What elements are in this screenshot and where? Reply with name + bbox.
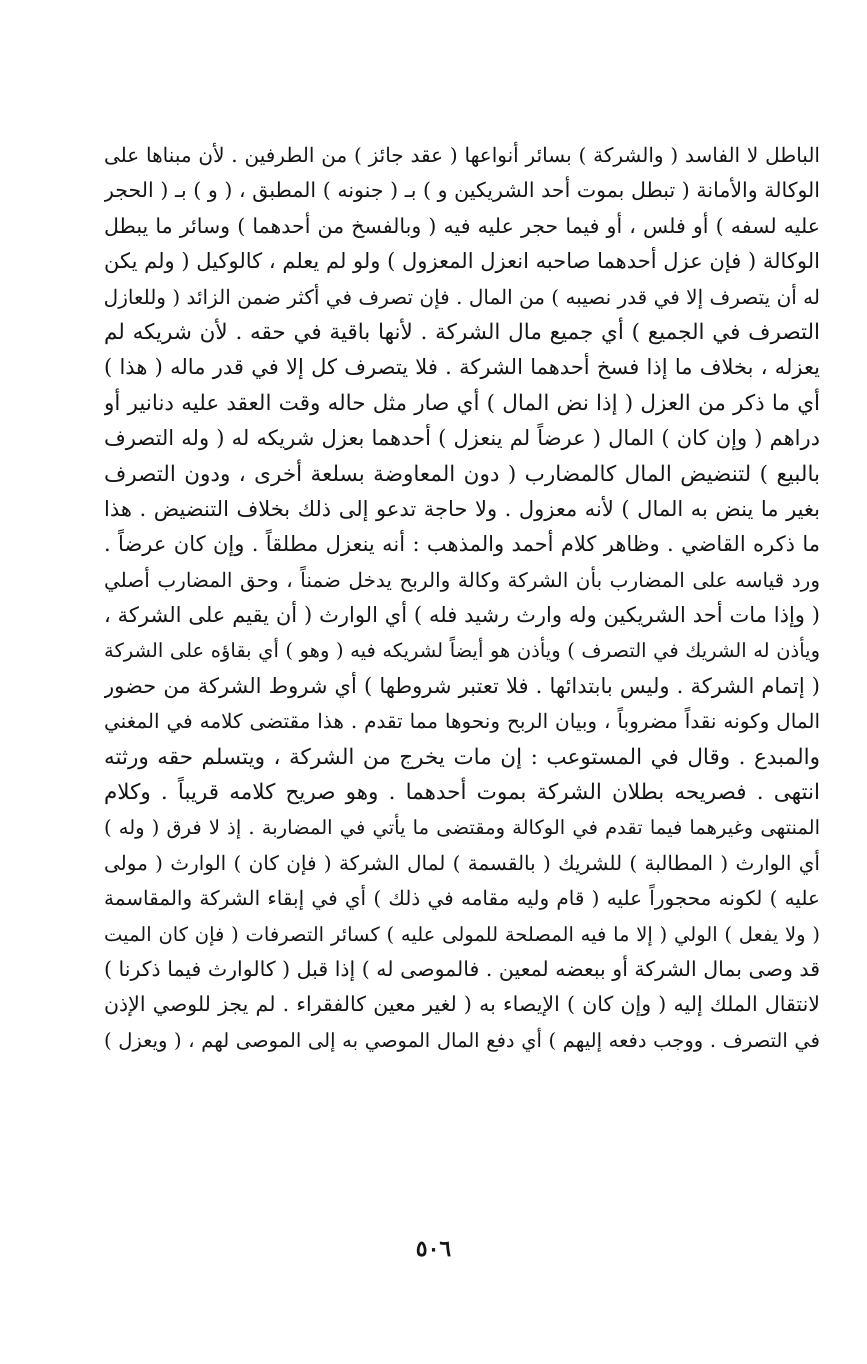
text-line: الباطل لا الفاسد ( والشركة ) بسائر أنواعها ( عقد جائز ) من الطرفين . لأن مبناها على [104,143,820,167]
text-line: لانتقال الملك إليه ( وإن كان ) الإيصاء به ( لغير معين كالفقراء . لم يجز للوصي الإذن [104,992,820,1017]
text-line: ( إتمام الشركة . وليس بابتدائها . فلا تعتبر شروطها ) أي شروط الشركة من حضور [104,673,820,698]
text-line: أي ما ذكر من العزل ( إذا نض المال ) أي صار مثل حاله وقت العقد عليه دنانير أو [104,390,820,416]
text-line: في التصرف . ووجب دفعه إليهم ) أي دفع المال الموصي به إلى الموصى لهم ، ( ويعزل ) [104,1028,820,1052]
text-line: دراهم ( وإن كان ) المال ( عرضاً لم ينعزل ) أحدهما بعزل شريكه له ( وله التصرف [104,426,820,451]
text-line: عليه لسفه ) أو فلس ، أو فيما حجر عليه فيه ( وبالفسخ من أحدهما ) وسائر ما يبطل [104,213,820,238]
text-line: ( وإذا مات أحد الشريكين وله وارث رشيد فله ) أي الوارث ( أن يقيم على الشركة ، [104,603,820,628]
text-line: انتهى . فصريحه بطلان الشركة بموت أحدهما . وهو صريح كلامه قريباً . وكلام [104,780,820,806]
text-line: التصرف في الجميع ) أي جميع مال الشركة . لأنها باقية في حقه . لأن شريكه لم [104,319,820,345]
text-line: ( ولا يفعل ) الولي ( إلا ما فيه المصلحة للمولى عليه ) كسائر التصرفات ( فإن كان الميت [104,922,820,946]
text-line: بالبيع ) لتنضيض المال كالمضارب ( دون المعاوضة بسلعة أخرى ، ودون التصرف [104,461,820,487]
text-line: والمبدع . وقال في المستوعب : إن مات يخرج من الشركة ، ويتسلم حقه ورثته [104,744,820,770]
text-line: ما ذكره القاضي . وظاهر كلام أحمد والمذهب : أنه ينعزل مطلقاً . وإن كان عرضاً . [104,532,820,557]
text-line: ورد قياسه على المضارب بأن الشركة وكالة والربح يدخل ضمناً ، وحق المضارب أصلي [104,567,820,592]
page-number: ٥٠٦ [415,1236,452,1262]
text-line: ويأذن له الشريك في التصرف ) ويأذن هو أيضاً لشريكه فيه ( وهو ) أي بقاؤه على الشركة [104,639,820,663]
text-line: أي الوارث ( المطالبة ) للشريك ( بالقسمة ) لمال الشركة ( فإن كان ) الوارث ( مولى [104,850,820,875]
text-line: الوكالة والأمانة ( تبطل بموت أحد الشريكين و ) بـ ( جنونه ) المطبق ، ( و ) بـ ( الحجر [104,178,820,203]
text-line: الوكالة ( فإن عزل أحدهما صاحبه انعزل المعزول ) ولو لم يعلم ، كالوكيل ( ولم يكن [104,249,820,274]
text-line: قد وصى بمال الشركة أو ببعضه لمعين . فالموصى له ) إذا قبل ( كالوارث فيما ذكرنا ) [104,956,820,981]
text-line: عليه ) لكونه محجوراً عليه ( قام وليه مقامه في ذلك ) أي في إبقاء الشركة والمقاسمة [104,886,820,911]
text-line: المال وكونه نقداً مضروباً ، وبيان الربح ونحوها مما تقدم . هذا مقتضى كلامه في المغني [104,709,820,734]
text-line: المنتهى وغيرهما فيما تقدم في الوكالة ومقتضى ما يأتي في المضاربة . إذ لا فرق ( وله ) [104,816,820,840]
text-line: له أن يتصرف إلا في قدر نصيبه ) من المال . فإن تصرف في أكثر ضمن الزائد ( وللعازل [104,284,820,309]
text-line: يعزله ، بخلاف ما إذا فسخ أحدهما الشركة . فلا يتصرف كل إلا في قدر ماله ( هذا ) [104,355,820,380]
body-text [104,138,820,1058]
text-line: بغير ما ينض به المال ) لأنه معزول . ولا حاجة تدعو إلى ذلك بخلاف التنضيض . هذا [104,496,820,521]
